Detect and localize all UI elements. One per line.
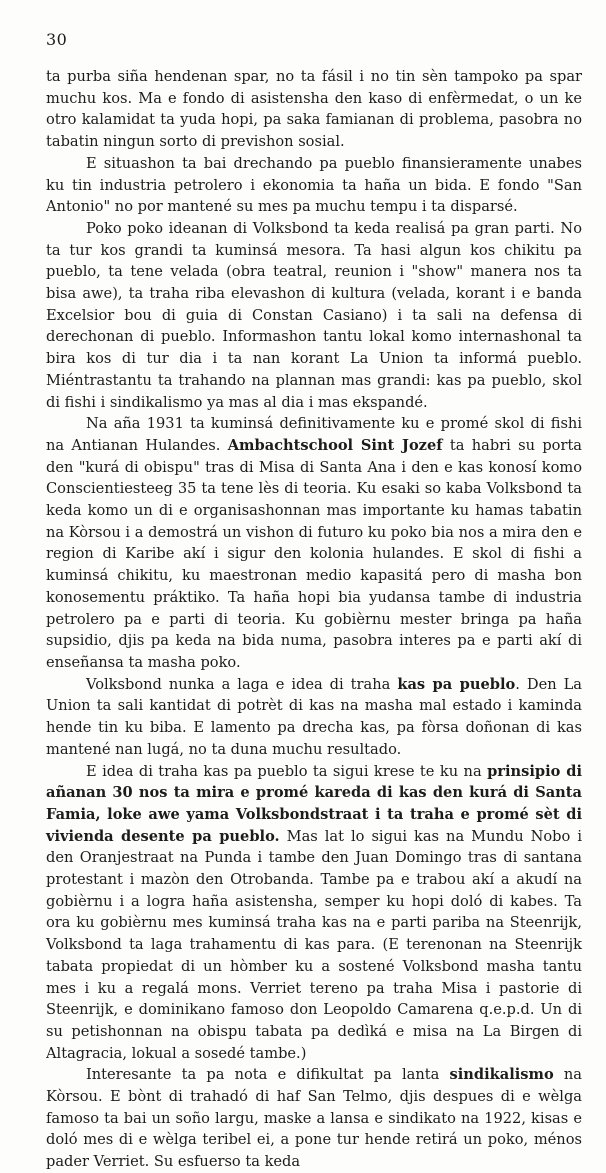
text-span: Na aña 1931 ta kuminsá definitivamente ku e promé skol di fishi na Antianan Hulandes. [46, 415, 582, 454]
paragraph [46, 218, 582, 413]
paragraph [46, 1064, 582, 1173]
text-span: Interesante ta pa nota e difikultat pa lanta [86, 1066, 450, 1084]
text-span: Volksbond nunka a laga e idea di traha [86, 675, 398, 693]
text-span: Mas lat lo sigui kas na Mundu Nobo i den Oranjestraat na Punda i tambe den Juan Domingo tras di santana protestant i mazòn den Otrobanda. Tambe pa e trabou akí a akudí na gobièrnu i a logra haña asistensha, semper ku hopi doló di kabes. Ta ora ku gobièrnu mes kuminsá traha kas na e parti pariba na Steenrijk, Volksbond ta laga trahamentu di kas para. (E terenonan na Steenrijk tabata propiedat di un hòmber ku a sostené Volksbond masha tantu mes i ku a regalá mons. Verriet tereno pa traha Misa i pastorie di Steenrijk, e dominikano famoso don Leopoldo Camarena q.e.p.d. Un di su petishonnan na obispu tabata pa dedìká e misa na La Birgen di Altagracia, lokual a sosedé tambe.) [46, 827, 582, 1062]
bold-text-span: prinsipio di añanan 30 nos ta mira e promé kareda di kas den kurá di Santa Famia, loke awe yama Volksbondstraat i ta traha e promé sèt di vivienda desente pa pueblo. [46, 762, 582, 845]
text-span: Poko poko ideanan di Volksbond ta keda realisá pa gran parti. No ta tur kos grandi ta kuminsá mesora. Ta hasi algun kos chikitu pa pueblo, ta tene velada (obra teatral, reunion i "show" manera nos ta bisa awe), ta traha riba elevashon di kultura (velada, korant i e banda Excelsior bou di guia di Constan Casiano) i ta sali na defensa di derechonan di pueblo. Informashon tantu lokal komo internashonal ta bira kos di tur dia i ta nan korant La Union ta informá pueblo. Miéntrastantu ta trahando na plannan mas grandi: kas pa pueblo, skol di fishi i sindikalismo ya mas al dia i mas ekspandé. [46, 219, 582, 411]
text-span: . Den La Union ta sali kantidat di potrèt di kas na masha mal estado i kaminda hende tin ku biba. E lamento pa drecha kas, pa fòrsa doñonan di kas mantené nan lugá, no ta duna muchu resultado. [46, 675, 582, 758]
text-span: na Kòrsou. E bònt di trahadó di haf San Telmo, djis despues di e wèlga famoso ta bai un soño largu, maske a lansa e sindikato na 1922, kisas e doló mes di e wèlga teribel ei, a pone tur hende retirá un poko, ménos pader Verriet. Su esfuerso ta keda [46, 1066, 582, 1171]
page-number: 30 [46, 30, 68, 49]
body-text [46, 66, 582, 1173]
text-span: E idea di traha kas pa pueblo ta sigui krese te ku na [86, 762, 488, 780]
paragraph [46, 761, 582, 1065]
paragraph [46, 413, 582, 673]
text-span: ta habri su porta den "kurá di obispu" tras di Misa di Santa Ana i den e kas konosí komo Conscientiesteeg 35 ta tene lès di teoria. Ku esaki so kaba Volksbond ta keda komo un di e organisashonnan mas importante ku hamas tabatin na Kòrsou i a demostrá un vishon di futuro ku poko bia nos a mira den e region di Karibe akí i sigur den kolonia hulandes. E skol di fishi a kuminsá chikitu, ku maestronan medio kapasitá pero di masha bon konosementu práktiko. Ta haña hopi bia yudansa tambe di industria petrolero pa e parti di teoria. Ku gobièrnu mester bringa pa haña supsidio, djis pa keda na bida numa, pasobra interes pa e parti akí di enseñansa ta masha poko. [46, 436, 583, 671]
bold-text-span: sindikalismo [449, 1066, 554, 1084]
bold-text-span: Ambachtschool Sint Jozef [227, 436, 443, 454]
paragraph [46, 674, 582, 761]
paragraph [46, 66, 582, 153]
bold-text-span: kas pa pueblo [397, 675, 516, 693]
text-span: ta purba siña hendenan spar, no ta fásil i no tin sèn tampoko pa spar muchu kos. Ma e fondo di asistensha den kaso di enfèrmedat, o un ke otro kalamidat ta yuda hopi, pa saka famianan di problema, pasobra no tabatin ningun sorto di previshon sosial. [46, 68, 582, 151]
paragraph [46, 153, 582, 218]
text-span: E situashon ta bai drechando pa pueblo finansieramente unabes ku tin industria petrolero i ekonomia ta haña un bida. E fondo "San Antonio" no por mantené su mes pa muchu tempu i ta disparsé. [46, 154, 582, 216]
